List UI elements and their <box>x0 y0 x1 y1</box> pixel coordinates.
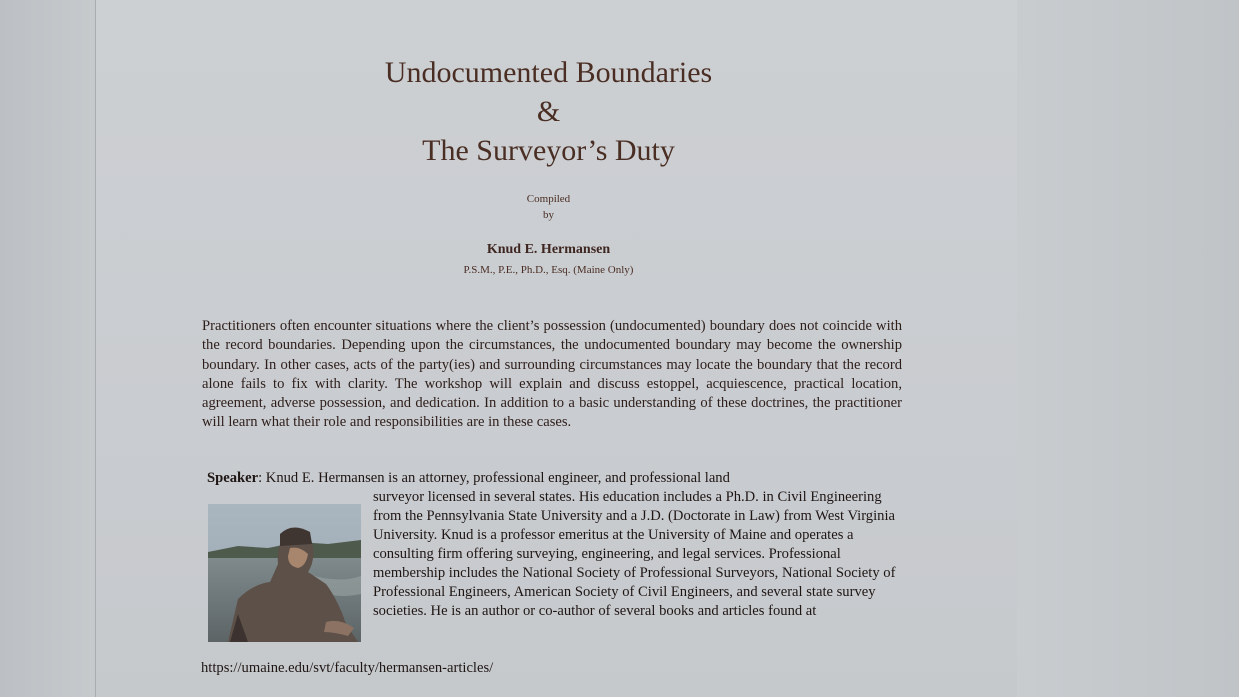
abstract-paragraph: Practitioners often encounter situations where the client’s possession (undocumented) boundary does not coincide with the record boundaries. Depending upon the circumstances, the undocumented boundary may become the ownership boundary. In other cases, acts of the party(ies) and surrounding circumstances may locate the boundary that the record alone fails to fix with clarity. The workshop will explain and discuss estoppel, acquiescence, practical location, agreement, adverse possession, and dedication. In addition to a basic understanding of these doctrines, the practitioner will learn what their role and responsibilities are in these cases. <box>202 318 902 431</box>
speaker-photo-image <box>208 504 361 642</box>
speaker-bio: surveyor licensed in several states. His education includes a Ph.D. in Civil Engineering from the Pennsylvania State University and a J.D. (Doctorate in Law) from West Virginia University. Knud is a professor emeritus at the University of Maine and operates a consulting firm offering surveying, engineering, and legal services. Professional membership includes the National Society of Professional Surveyors, National Society of Professional Engineers, American Society of Civil Engineers, and several state survey societies. He is an author or co-author of several books and articles found at <box>373 489 896 619</box>
document-page <box>95 0 1017 697</box>
title-line-1: Undocumented Boundaries <box>384 56 713 89</box>
speaker-first-line <box>207 469 907 488</box>
speaker-photo <box>208 504 361 642</box>
speaker-articles-url: https://umaine.edu/svt/faculty/hermansen-articles/ <box>201 660 494 676</box>
screen-backdrop-right <box>1016 0 1239 697</box>
compiled-label: Compiled <box>526 193 571 205</box>
title-ampersand: & <box>536 95 561 128</box>
author-credentials: P.S.M., P.E., Ph.D., Esq. (Maine Only) <box>463 264 634 276</box>
author-name: Knud E. Hermansen <box>486 242 611 257</box>
speaker-intro: : Knud E. Hermansen is an attorney, professional engineer, and professional land <box>258 470 730 486</box>
by-label: by <box>543 209 554 221</box>
speaker-label: Speaker <box>207 470 259 486</box>
title-line-3: The Surveyor’s Duty <box>422 134 675 167</box>
screen-backdrop-left <box>0 0 95 697</box>
